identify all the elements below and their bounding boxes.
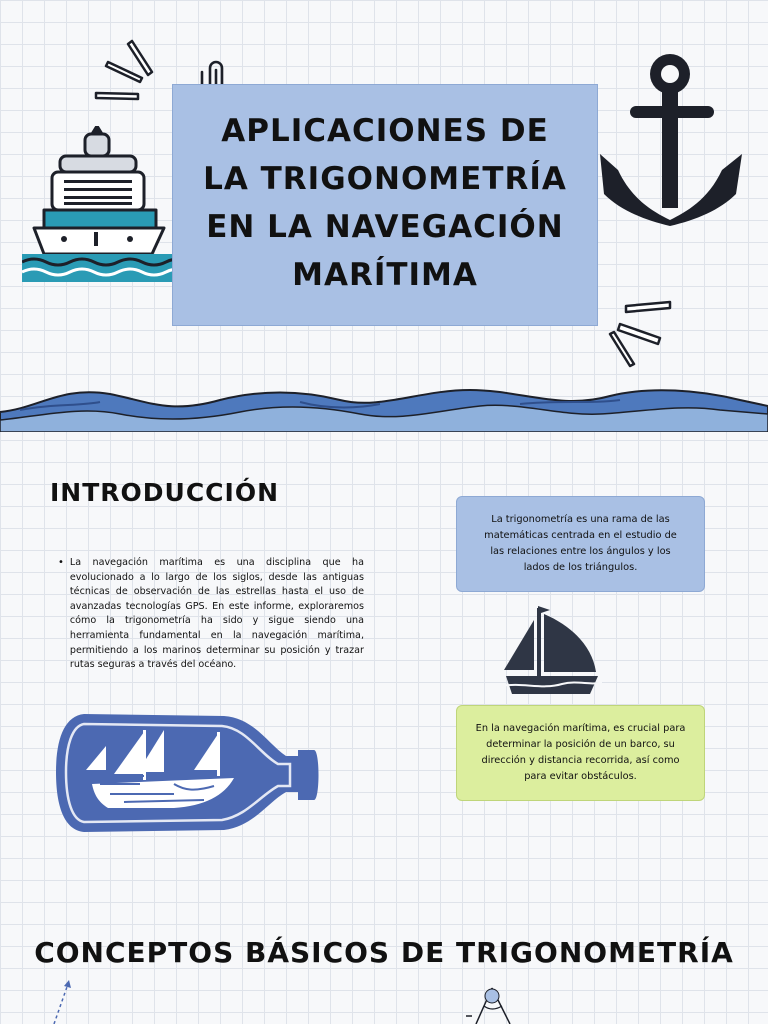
anchor-icon	[596, 54, 746, 226]
concepts-heading: CONCEPTOS BÁSICOS DE TRIGONOMETRÍA	[34, 936, 734, 969]
arrow-diagram-icon	[44, 978, 84, 1024]
bullet: •	[58, 557, 64, 568]
intro-heading: INTRODUCCIÓN	[50, 478, 280, 507]
sparkle-lines-icon	[94, 38, 158, 108]
intro-paragraph	[58, 556, 364, 673]
cruise-ship-icon	[22, 126, 174, 282]
definition-text: La trigonometría es una rama de las matemáticas centrada en el estudio de las relaciones entre los ángulos y los lados de los triángulos.	[484, 514, 677, 573]
navigation-text: En la navegación marítima, es crucial para determinar la posición de un barco, su dirección y distancia recorrida, así como para evitar obstáculos.	[475, 723, 686, 782]
page-title: APLICACIONES DE LA TRIGONOMETRÍA EN LA NAVEGACIÓN MARÍTIMA	[203, 113, 567, 293]
definition-note	[456, 496, 705, 592]
title-box	[172, 84, 598, 326]
navigation-note	[456, 705, 705, 801]
sparkle-lines-icon	[604, 298, 674, 370]
sea-waves-icon	[0, 380, 768, 432]
sailboat-icon	[502, 602, 602, 698]
intro-text: La navegación marítima es una disciplina que ha evolucionado a lo largo de los siglos, desde las antiguas técnicas de observación de las estrellas hasta el uso de avanzadas tecnologías GPS. En este informe, exploraremos cómo la trigonometría ha sido y sigue siendo una herramienta fundamental en la navegación marítima, permitiendo a los marinos determinar su posición y trazar rutas seguras a través del océano.	[69, 557, 364, 671]
angle-diagram-icon	[462, 984, 522, 1024]
ship-in-bottle-icon	[54, 710, 320, 834]
